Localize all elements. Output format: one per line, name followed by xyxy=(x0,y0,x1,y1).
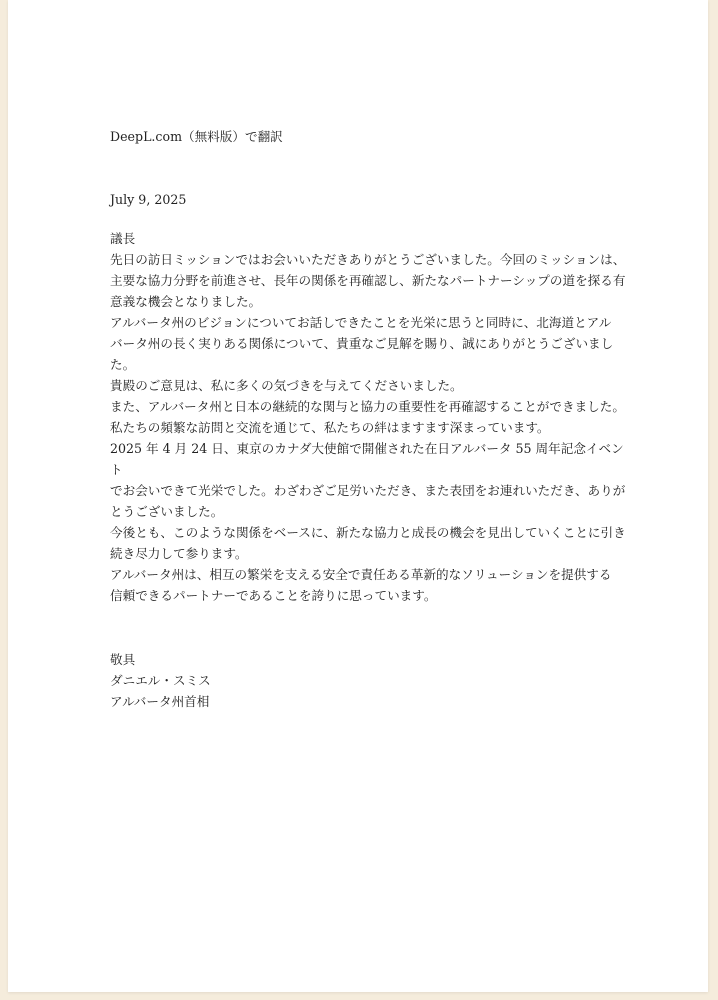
spacer xyxy=(110,210,630,228)
document-page xyxy=(8,0,708,992)
letter-paragraphs xyxy=(110,249,630,606)
spacer xyxy=(110,147,630,189)
letter-line: アルバータ州のビジョンについてお話しできたことを光栄に思うと同時に、北海道とアル xyxy=(110,315,612,330)
letter-line: 貴殿のご意見は、私に多くの気づきを与えてくださいました。 xyxy=(110,378,463,393)
letter-line: バータ州の長く実りある関係について、貴重なご見解を賜り、誠にありがとうございました。 xyxy=(110,336,614,372)
letter-line: 先日の訪日ミッションではお会いいただきありがとうございました。今回のミッションは、 xyxy=(110,252,626,267)
salutation: 議長 xyxy=(110,231,136,246)
letter-body xyxy=(110,126,630,712)
signer-title: アルバータ州首相 xyxy=(110,694,210,709)
letter-line: 2025 年 4 月 24 日、東京のカナダ大使館で開催された在日アルバータ 55 周年記念イベント xyxy=(110,441,624,477)
letter-line: また、アルバータ州と日本の継続的な関与と協力の重要性を再確認することができました。 xyxy=(110,399,625,414)
letter-line: でお会いできて光栄でした。わざわざご足労いただき、また表団をお連れいただき、ありが xyxy=(110,483,626,498)
signer-name: ダニエル・スミス xyxy=(110,673,211,688)
letter-line: 主要な協力分野を前進させ、長年の関係を再確認し、新たなパートナーシップの道を探る有 xyxy=(110,273,626,288)
letter-date: July 9, 2025 xyxy=(110,192,187,207)
letter-line: 今後とも、このような関係をベースに、新たな協力と成長の機会を見出していくことに引き xyxy=(110,525,626,540)
letter-line: アルバータ州は、相互の繁栄を支える安全で責任ある革新的なソリューションを提供する xyxy=(110,567,612,582)
letter-line: 信頼できるパートナーであることを誇りに思っています。 xyxy=(110,588,437,603)
translation-note: DeepL.com（無料版）で翻訳 xyxy=(110,129,283,144)
letter-line: 続き尽力して参ります。 xyxy=(110,546,248,561)
spacer xyxy=(110,606,630,649)
letter-line: とうございました。 xyxy=(110,504,224,519)
closing: 敬具 xyxy=(110,652,136,667)
letter-line: 意義な機会となりました。 xyxy=(110,294,262,309)
letter-line: 私たちの頻繁な訪問と交流を通じて、私たちの絆はますます深まっています。 xyxy=(110,420,550,435)
